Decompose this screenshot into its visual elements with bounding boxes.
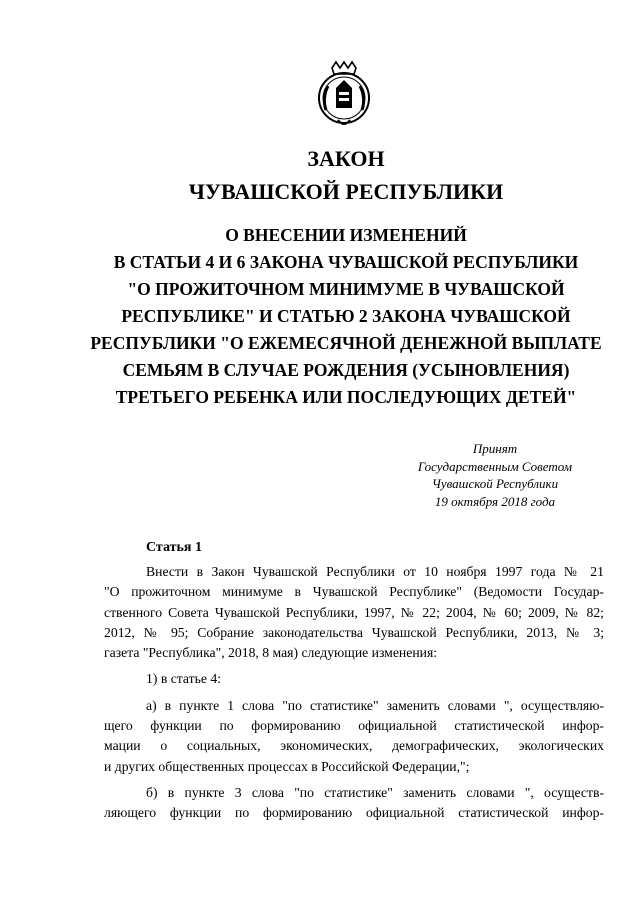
body-line: ственного Совета Чувашской Республики, 1997, № 22; 2004, № 60; 2009, № 82; (104, 604, 604, 620)
title-line: В СТАТЬИ 4 И 6 ЗАКОНА ЧУВАШСКОЙ РЕСПУБЛИКИ (113, 252, 579, 272)
body-line: мации о социальных, экономических, демографических, экологических (104, 738, 604, 754)
adoption-line: Принят (472, 441, 518, 456)
body-line: щего функции по формированию официальной статистической инфор- (104, 718, 604, 734)
title-line: РЕСПУБЛИКЕ" И СТАТЬЮ 2 ЗАКОНА ЧУВАШСКОЙ (121, 306, 571, 326)
body-line: "О прожиточном минимуме в Чувашской Республике" (Ведомости Государ- (104, 584, 604, 600)
adoption-date: 19 октября 2018 года (434, 493, 556, 509)
title-line: "О ПРОЖИТОЧНОМ МИНИМУМЕ В ЧУВАШСКОЙ (127, 279, 565, 299)
body-line: газета "Республика", 2018, 8 мая) следующие изменения: (104, 645, 438, 661)
republic-heading: ЧУВАШСКОЙ РЕСПУБЛИКИ (188, 179, 504, 204)
body-line: ляющего функции по формированию официальной статистической инфор- (104, 805, 604, 821)
body-line: а) в пункте 1 слова "по статистике" заменить словами ", осуществляю- (146, 697, 604, 713)
body-line: 1) в статье 4: (146, 671, 222, 687)
body-line: 2012, № 95; Собрание законодательства Чувашской Республики, 2013, № 3; (104, 624, 604, 640)
coat-of-arms-emblem (308, 58, 380, 130)
article-body (104, 562, 604, 824)
adoption-note (390, 440, 600, 510)
title-line: СЕМЬЯМ В СЛУЧАЕ РОЖДЕНИЯ (УСЫНОВЛЕНИЯ) (122, 360, 570, 380)
law-title (46, 222, 640, 411)
adoption-line: Чувашской Республики (431, 476, 559, 491)
law-type-heading: ЗАКОН (307, 146, 385, 171)
body-line: Внести в Закон Чувашской Республики от 10 ноября 1997 года № 21 (146, 564, 604, 579)
title-line: РЕСПУБЛИКИ "О ЕЖЕМЕСЯЧНОЙ ДЕНЕЖНОЙ ВЫПЛАТЕ (90, 333, 602, 353)
body-line: б) в пункте 3 слова "по статистике" заменить словами ", осуществ- (146, 784, 604, 800)
title-line: ТРЕТЬЕГО РЕБЕНКА ИЛИ ПОСЛЕДУЮЩИХ ДЕТЕЙ" (115, 387, 577, 407)
adoption-line: Государственным Советом (417, 458, 573, 474)
article-heading: Статья 1 (146, 540, 202, 555)
title-line: О ВНЕСЕНИИ ИЗМЕНЕНИЙ (225, 225, 467, 245)
body-line: и других общественных процессах в Российской Федерации,"; (104, 758, 470, 774)
